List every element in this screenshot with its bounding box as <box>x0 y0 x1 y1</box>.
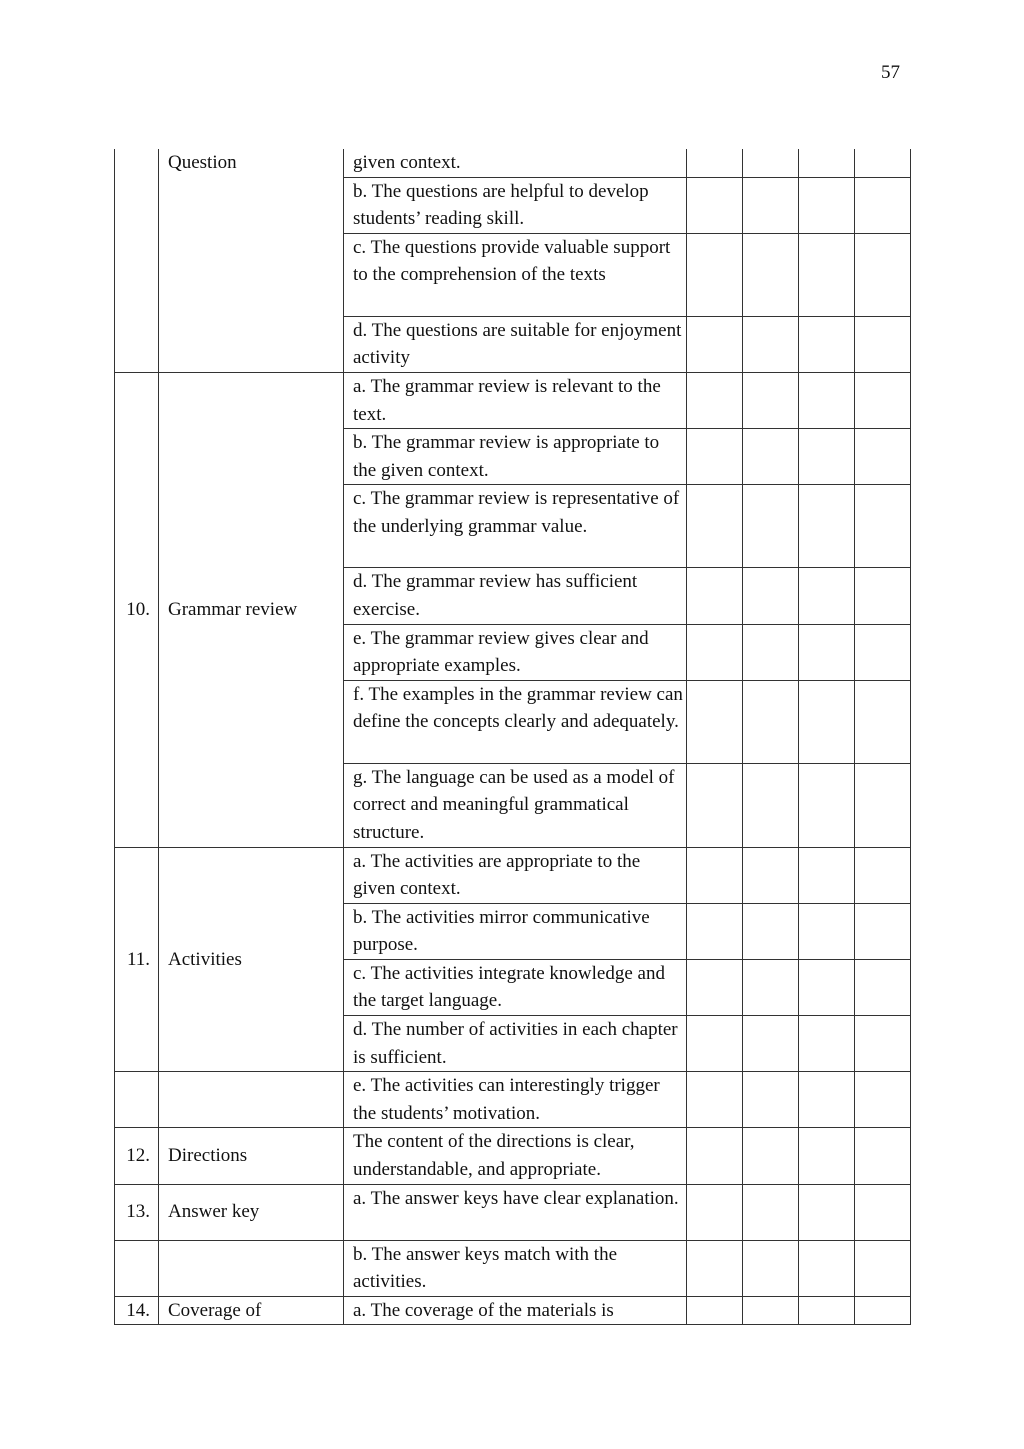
score-cell <box>743 1072 799 1128</box>
indicator-cell: a. The activities are appropriate to the given context. <box>344 847 687 903</box>
score-cell <box>687 177 743 233</box>
table-row <box>115 149 911 177</box>
score-cell <box>799 624 855 680</box>
indicator-cell: e. The activities can interestingly trigger the students’ motivation. <box>344 1072 687 1128</box>
score-cell <box>687 959 743 1015</box>
score-cell <box>855 959 911 1015</box>
score-cell <box>855 429 911 485</box>
item-number: 12. <box>115 1128 159 1184</box>
item-number: 11. <box>115 847 159 1072</box>
score-cell <box>743 316 799 372</box>
score-cell <box>743 763 799 847</box>
score-cell <box>743 1296 799 1325</box>
evaluation-checklist-table <box>114 149 911 1325</box>
table-row <box>115 1240 911 1296</box>
score-cell <box>855 624 911 680</box>
score-cell <box>687 316 743 372</box>
score-cell <box>743 680 799 763</box>
aspect-label: Activities <box>159 847 344 1072</box>
indicator-cell: The content of the directions is clear, understandable, and appropriate. <box>344 1128 687 1184</box>
page-number: 57 <box>881 62 900 83</box>
aspect-label <box>159 1240 344 1296</box>
score-cell <box>799 149 855 177</box>
score-cell <box>855 1016 911 1072</box>
score-cell <box>743 847 799 903</box>
indicator-cell: c. The activities integrate knowledge and the target language. <box>344 959 687 1015</box>
score-cell <box>855 1072 911 1128</box>
score-cell <box>743 1184 799 1240</box>
score-cell <box>855 1240 911 1296</box>
score-cell <box>687 1240 743 1296</box>
aspect-label: Question <box>159 149 344 372</box>
score-cell <box>855 316 911 372</box>
score-cell <box>687 372 743 428</box>
score-cell <box>799 372 855 428</box>
score-cell <box>687 149 743 177</box>
score-cell <box>855 177 911 233</box>
indicator-cell: b. The answer keys match with the activities. <box>344 1240 687 1296</box>
score-cell <box>743 903 799 959</box>
score-cell <box>799 1072 855 1128</box>
score-cell <box>687 624 743 680</box>
score-cell <box>855 372 911 428</box>
score-cell <box>855 1296 911 1325</box>
indicator-cell: d. The grammar review has sufficient exercise. <box>344 568 687 624</box>
indicator-cell: c. The grammar review is representative of the underlying grammar value. <box>344 485 687 568</box>
score-cell <box>687 568 743 624</box>
aspect-label: Grammar review <box>159 372 344 847</box>
score-cell <box>799 680 855 763</box>
item-number <box>115 1072 159 1128</box>
score-cell <box>799 1016 855 1072</box>
score-cell <box>743 149 799 177</box>
indicator-cell: b. The grammar review is appropriate to the given context. <box>344 429 687 485</box>
score-cell <box>799 1296 855 1325</box>
score-cell <box>855 149 911 177</box>
indicator-cell: a. The coverage of the materials is <box>344 1296 687 1325</box>
score-cell <box>799 316 855 372</box>
indicator-cell: d. The number of activities in each chapter is sufficient. <box>344 1016 687 1072</box>
score-cell <box>743 177 799 233</box>
indicator-cell: a. The grammar review is relevant to the text. <box>344 372 687 428</box>
score-cell <box>799 233 855 316</box>
item-number <box>115 149 159 372</box>
score-cell <box>799 429 855 485</box>
score-cell <box>855 485 911 568</box>
score-cell <box>855 233 911 316</box>
item-number: 14. <box>115 1296 159 1325</box>
indicator-cell: f. The examples in the grammar review can define the concepts clearly and adequately. <box>344 680 687 763</box>
item-number: 10. <box>115 372 159 847</box>
score-cell <box>687 1184 743 1240</box>
score-cell <box>799 1184 855 1240</box>
score-cell <box>687 763 743 847</box>
table-row <box>115 847 911 903</box>
score-cell <box>743 624 799 680</box>
indicator-cell: b. The questions are helpful to develop students’ reading skill. <box>344 177 687 233</box>
score-cell <box>855 568 911 624</box>
score-cell <box>687 847 743 903</box>
score-cell <box>687 429 743 485</box>
indicator-cell: given context. <box>344 149 687 177</box>
indicator-cell: c. The questions provide valuable support to the comprehension of the texts <box>344 233 687 316</box>
score-cell <box>799 1128 855 1184</box>
score-cell <box>687 233 743 316</box>
score-cell <box>799 903 855 959</box>
score-cell <box>687 903 743 959</box>
score-cell <box>855 1128 911 1184</box>
score-cell <box>687 1128 743 1184</box>
score-cell <box>799 568 855 624</box>
aspect-label: Directions <box>159 1128 344 1184</box>
score-cell <box>743 485 799 568</box>
score-cell <box>855 680 911 763</box>
item-number: 13. <box>115 1184 159 1240</box>
score-cell <box>743 568 799 624</box>
table-row <box>115 1072 911 1128</box>
score-cell <box>743 1128 799 1184</box>
score-cell <box>687 1296 743 1325</box>
score-cell <box>687 680 743 763</box>
table-row <box>115 372 911 428</box>
score-cell <box>799 763 855 847</box>
score-cell <box>743 1240 799 1296</box>
score-cell <box>855 903 911 959</box>
score-cell <box>743 429 799 485</box>
score-cell <box>855 1184 911 1240</box>
score-cell <box>743 233 799 316</box>
item-number <box>115 1240 159 1296</box>
score-cell <box>743 959 799 1015</box>
score-cell <box>799 177 855 233</box>
score-cell <box>687 1072 743 1128</box>
indicator-cell: a. The answer keys have clear explanation. <box>344 1184 687 1240</box>
aspect-label <box>159 1072 344 1128</box>
aspect-label: Coverage of <box>159 1296 344 1325</box>
score-cell <box>855 847 911 903</box>
indicator-cell: e. The grammar review gives clear and appropriate examples. <box>344 624 687 680</box>
score-cell <box>799 847 855 903</box>
indicator-cell: g. The language can be used as a model of correct and meaningful grammatical structure. <box>344 763 687 847</box>
score-cell <box>799 1240 855 1296</box>
indicator-cell: b. The activities mirror communicative purpose. <box>344 903 687 959</box>
table-row <box>115 1128 911 1184</box>
table-row <box>115 1184 911 1240</box>
score-cell <box>743 1016 799 1072</box>
score-cell <box>687 1016 743 1072</box>
score-cell <box>799 485 855 568</box>
score-cell <box>855 763 911 847</box>
indicator-cell: d. The questions are suitable for enjoyment activity <box>344 316 687 372</box>
table-row <box>115 1296 911 1325</box>
aspect-label: Answer key <box>159 1184 344 1240</box>
score-cell <box>687 485 743 568</box>
score-cell <box>743 372 799 428</box>
score-cell <box>799 959 855 1015</box>
